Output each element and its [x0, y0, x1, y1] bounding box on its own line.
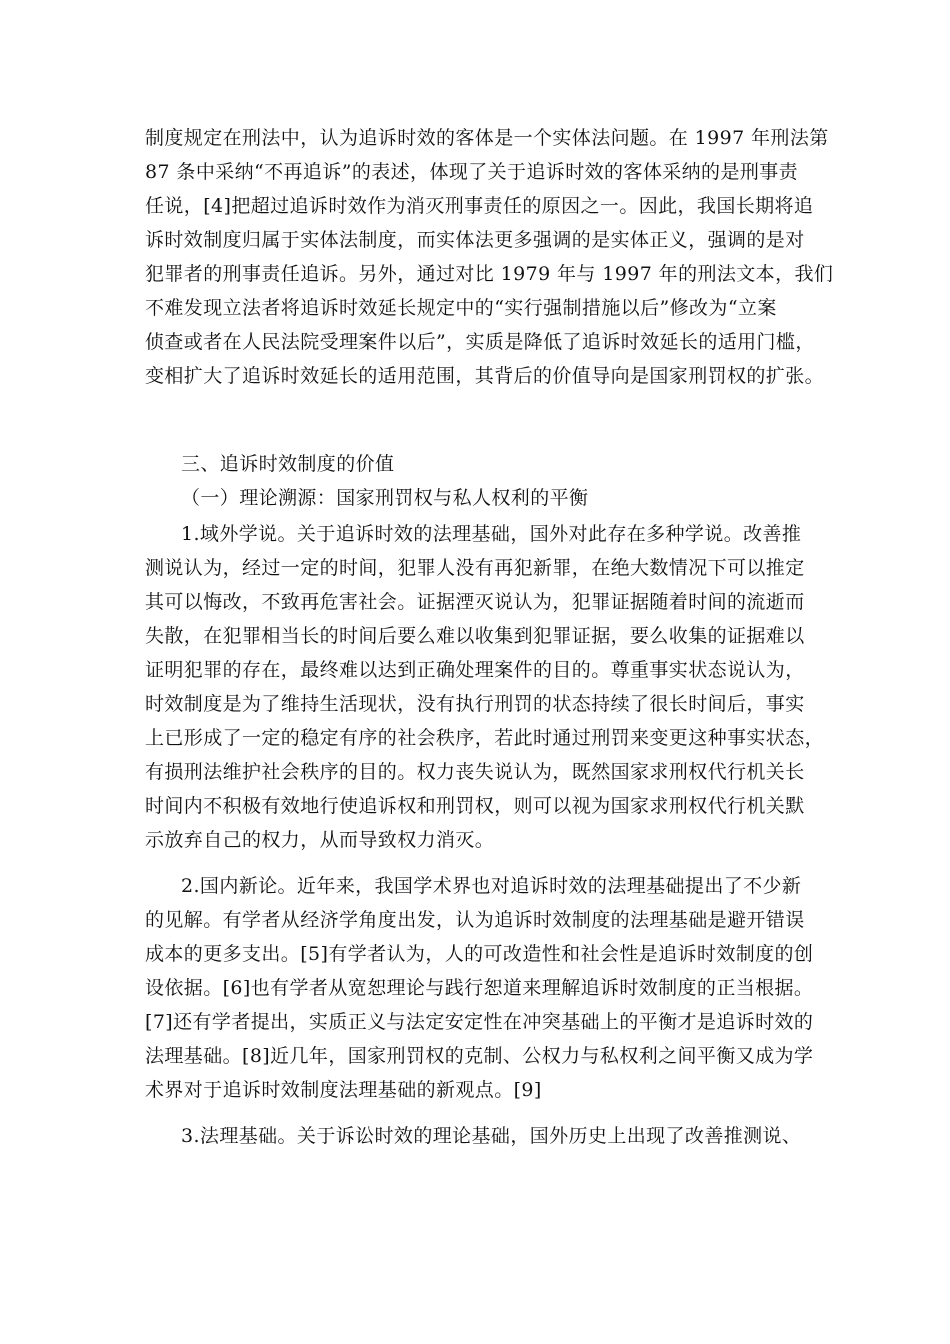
paragraph-1-line-6: 不难发现立法者将追诉时效延长规定中的“实行强制措施以后”修改为“立案 — [145, 297, 777, 319]
paragraph-1-line-7: 侦查或者在人民法院受理案件以后”，实质是降低了追诉时效延长的适用门槛， — [145, 331, 815, 353]
paragraph-2-line-7: 上已形成了一定的稳定有序的社会秩序，若此时通过刑罚来变更这种事实状态， — [145, 727, 825, 749]
paragraph-1-line-1: 制度规定在刑法中，认为追诉时效的客体是一个实体法问题。在 1997 年刑法第 — [145, 127, 829, 149]
paragraph-1-line-2: 87 条中采纳“不再追诉”的表述，体现了关于追诉时效的客体采纳的是刑事责 — [145, 161, 799, 183]
paragraph-3-line-1: 2.国内新论。近年来，我国学术界也对追诉时效的法理基础提出了不少新 — [181, 875, 802, 897]
paragraph-2-line-8: 有损刑法维护社会秩序的目的。权力丧失说认为，既然国家求刑权代行机关长 — [145, 761, 805, 783]
section-heading: 三、追诉时效制度的价值 — [181, 453, 395, 475]
paragraph-1-line-4: 诉时效制度归属于实体法制度，而实体法更多强调的是实体正义，强调的是对 — [145, 229, 805, 251]
paragraph-1-line-3: 任说，[4]把超过追诉时效作为消灭刑事责任的原因之一。因此，我国长期将追 — [145, 195, 814, 217]
paragraph-3-line-3: 成本的更多支出。[5]有学者认为，人的可改造性和社会性是追诉时效制度的创 — [145, 943, 814, 965]
paragraph-2-line-3: 其可以悔改，不致再危害社会。证据湮灭说认为，犯罪证据随着时间的流逝而 — [145, 591, 805, 613]
paragraph-1-line-8: 变相扩大了追诉时效延长的适用范围，其背后的价值导向是国家刑罚权的扩张。 — [145, 365, 825, 387]
paragraph-3-line-2: 的见解。有学者从经济学角度出发，认为追诉时效制度的法理基础是避开错误 — [145, 909, 805, 931]
paragraph-3-line-5: [7]还有学者提出，实质正义与法定安定性在冲突基础上的平衡才是追诉时效的 — [145, 1011, 814, 1033]
subsection-heading: （一）理论溯源：国家刑罚权与私人权利的平衡 — [181, 487, 589, 509]
paragraph-2-line-4: 失散，在犯罪相当长的时间后要么难以收集到犯罪证据，要么收集的证据难以 — [145, 625, 805, 647]
paragraph-4-line-1: 3.法理基础。关于诉讼时效的理论基础，国外历史上出现了改善推测说、 — [181, 1125, 802, 1147]
paragraph-2-line-6: 时效制度是为了维持生活现状，没有执行刑罚的状态持续了很长时间后，事实 — [145, 693, 805, 715]
paragraph-3-line-4: 设依据。[6]也有学者从宽恕理论与践行恕道来理解追诉时效制度的正当根据。 — [145, 977, 814, 999]
paragraph-2-line-5: 证明犯罪的存在，最终难以达到正确处理案件的目的。尊重事实状态说认为， — [145, 659, 805, 681]
paragraph-3-line-7: 术界对于追诉时效制度法理基础的新观点。[9] — [145, 1079, 542, 1101]
paragraph-3-line-6: 法理基础。[8]近几年，国家刑罚权的克制、公权力与私权利之间平衡又成为学 — [145, 1045, 814, 1067]
paragraph-2-line-2: 测说认为，经过一定的时间，犯罪人没有再犯新罪，在绝大数情况下可以推定 — [145, 557, 805, 579]
paragraph-2-line-9: 时间内不积极有效地行使追诉权和刑罚权，则可以视为国家求刑权代行机关默 — [145, 795, 805, 817]
paragraph-1-line-5: 犯罪者的刑事责任追诉。另外，通过对比 1979 年与 1997 年的刑法文本，我们 — [145, 263, 834, 285]
paragraph-2-line-1: 1.域外学说。关于追诉时效的法理基础，国外对此存在多种学说。改善推 — [181, 523, 802, 545]
paragraph-2-line-10: 示放弃自己的权力，从而导致权力消灭。 — [145, 829, 495, 851]
